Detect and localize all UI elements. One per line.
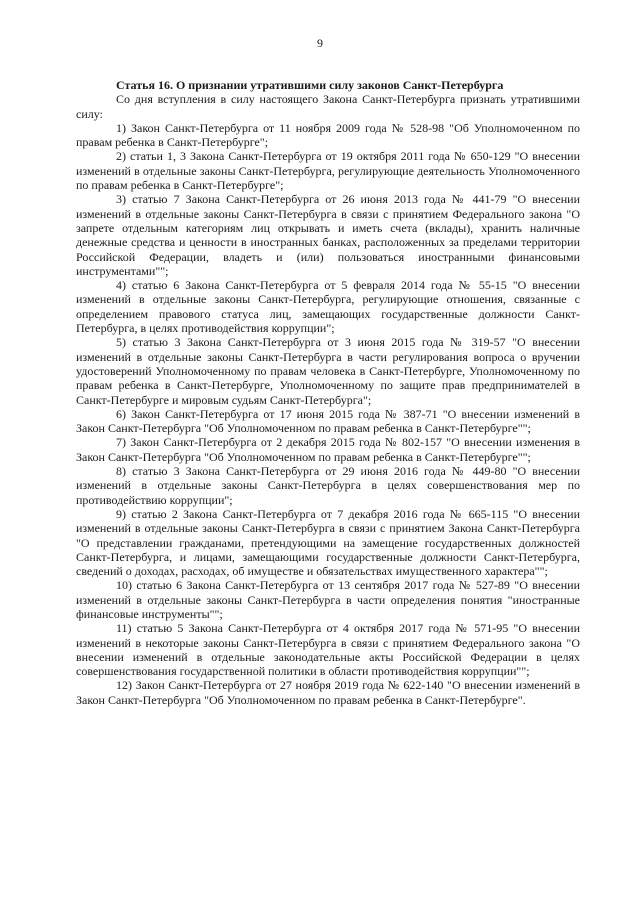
page-number: 9 <box>317 36 323 50</box>
list-item: 11) статью 5 Закона Санкт-Петербурга от 4 октября 2017 года № 571-95 "О внесении изменений в некоторые законы Санкт-Петербурга в связи с принятием Федерального закона "О внесении изменений в отдельные законодательные акты Российской Федерации в целях совершенствования государственной политики в области противодействия коррупции""; <box>76 621 580 679</box>
list-item: 5) статью 3 Закона Санкт-Петербурга от 3 июня 2015 года № 319-57 "О внесении изменений в отдельные законы Санкт-Петербурга в части регулирования вопроса о вручении удостоверений Уполномоченному по правам человека в Санкт-Петербурге, Уполномоченному по правам ребенка в Санкт-Петербурге, Уполномоченному по защите прав предпринимателей в Санкт-Петербурге и мировым судьям Санкт-Петербурга"; <box>76 335 580 407</box>
article-body <box>76 78 580 707</box>
article-intro: Со дня вступления в силу настоящего Закона Санкт-Петербурга признать утратившими силу: <box>76 92 580 121</box>
list-item: 1) Закон Санкт-Петербурга от 11 ноября 2009 года № 528-98 "Об Уполномоченном по правам ребенка в Санкт-Петербурге"; <box>76 120 580 150</box>
list-item: 8) статью 3 Закона Санкт-Петербурга от 29 июня 2016 года № 449-80 "О внесении изменений в отдельные законы Санкт-Петербурга в целях совершенствования мер по противодействию коррупции"; <box>76 464 580 507</box>
list-item: 3) статью 7 Закона Санкт-Петербурга от 26 июня 2013 года № 441-79 "О внесении изменений в отдельные законы Санкт-Петербурга в связи с принятием Федерального закона "О запрете отдельным категориям лиц открывать и иметь счета (вклады), хранить наличные денежные средства и ценности в иностранных банках, расположенных за пределами территории Российской Федерации, владеть и (или) пользоваться иностранными финансовыми инструментами""; <box>76 192 580 278</box>
list-item: 2) статьи 1, 3 Закона Санкт-Петербурга от 19 октября 2011 года № 650-129 "О внесении изменений в отдельные законы Санкт-Петербурга, регулирующие деятельность Уполномоченного по правам ребенка в Санкт-Петербурге"; <box>76 149 580 193</box>
list-item: 12) Закон Санкт-Петербурга от 27 ноября 2019 года № 622-140 "О внесении изменений в Закон Санкт-Петербурга "Об Уполномоченном по правам ребенка в Санкт-Петербурге". <box>76 678 580 707</box>
list-item: 4) статью 6 Закона Санкт-Петербурга от 5 февраля 2014 года № 55-15 "О внесении изменений в отдельные законы Санкт-Петербурга, регулирующие отношения, связанные с определением правового статуса лиц, замещающих государственные должности Санкт-Петербурга, в целях противодействия коррупции"; <box>76 278 580 336</box>
list-item: 10) статью 6 Закона Санкт-Петербурга от 13 сентября 2017 года № 527-89 "О внесении изменений в отдельные законы Санкт-Петербурга в части определения понятия "иностранные финансовые инструменты""; <box>76 578 580 621</box>
list-item: 6) Закон Санкт-Петербурга от 17 июня 2015 года № 387-71 "О внесении изменений в Закон Санкт-Петербурга "Об Уполномоченном по правам ребенка в Санкт-Петербурге""; <box>76 406 580 436</box>
list-item: 9) статью 2 Закона Санкт-Петербурга от 7 декабря 2016 года № 665-115 "О внесении изменений в отдельные законы Санкт-Петербурга в связи с принятием Закона Санкт-Петербурга "О представлении гражданами, претендующими на замещение государственных должностей Санкт-Петербурга, и лицами, замещающими государственные должности Санкт-Петербурга, сведений о доходах, расходах, об имуществе и обязательствах имущественного характера""; <box>76 506 580 579</box>
list-item: 7) Закон Санкт-Петербурга от 2 декабря 2015 года № 802-157 "О внесении изменения в Закон Санкт-Петербурга "Об Уполномоченном по правам ребенка в Санкт-Петербурге""; <box>76 435 580 464</box>
article-heading: Статья 16. О признании утратившими силу законов Санкт-Петербурга <box>116 78 504 92</box>
